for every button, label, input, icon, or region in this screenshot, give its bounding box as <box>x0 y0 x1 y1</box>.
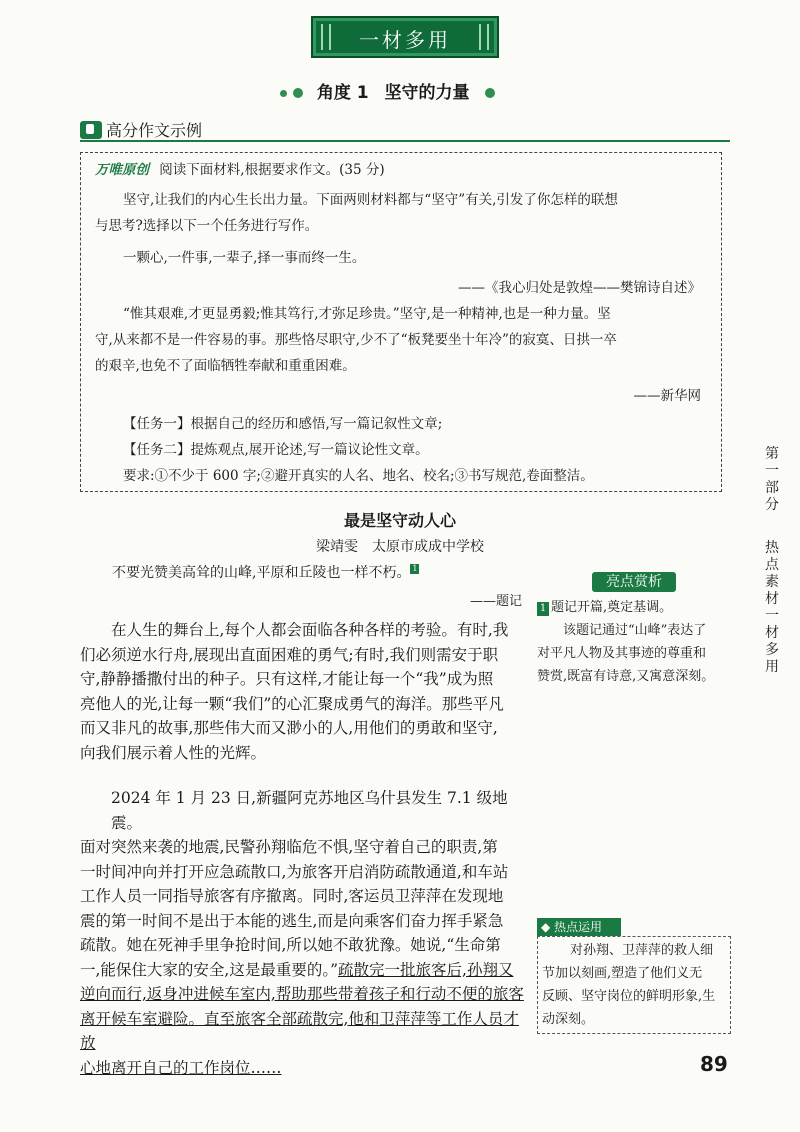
underlined-line: 逆向而行,返身冲进候车室内,帮助那些带着孩子和行动不便的旅客 <box>80 985 524 1003</box>
dot-icon <box>485 88 495 98</box>
paragraph-line: 而又非凡的故事,那些伟大而又渺小的人,用他们的勇敢和坚守, <box>80 719 498 737</box>
material-line: 守,从来都不是一件容易的事。那些恪尽职守,少不了“板凳要坐十年冷”的寂寞、日拱一卒 <box>95 332 617 348</box>
hot-topic-box <box>537 936 731 1034</box>
material-source-1: ——《我心归处是敦煌——樊锦诗自述》 <box>458 280 701 296</box>
underlined-text: 疏散完一批旅客后,孙翔又 <box>338 960 514 979</box>
paragraph-line: 向我们展示着人性的光辉。 <box>80 743 267 762</box>
edge-tab-part: 第一部分 <box>765 446 779 513</box>
hot-topic-label <box>537 918 621 936</box>
thumb-icon <box>80 121 102 139</box>
hot-line: 节加以刻画,塑造了他们义无 <box>542 966 703 981</box>
top-banner <box>311 16 499 58</box>
article-paragraph-1 <box>80 618 530 765</box>
note-title: 题记开篇,奠定基调。 <box>551 600 673 615</box>
angle-label: 角度 1 <box>316 83 369 103</box>
angle-title: 坚守的力量 <box>384 83 470 103</box>
article-title: 最是坚守动人心 <box>343 511 456 530</box>
epigraph-label: ——题记 <box>470 594 523 609</box>
paragraph-line: 在人生的舞台上,每个人都会面临各种各样的考验。有时,我 <box>111 621 509 639</box>
hot-topic-title: 热点运用 <box>554 920 603 934</box>
prompt-instruction-line <box>95 159 385 181</box>
epigraph <box>112 562 421 582</box>
material-line: “惟其艰难,才更显勇毅;惟其笃行,才弥足珍贵。”坚守,是一种精神,也是一种力量。坚 <box>123 306 611 322</box>
diamond-icon: ◆ <box>541 920 555 934</box>
task-one: 【任务一】根据自己的经历和感悟,写一篇记叙性文章; <box>123 416 443 432</box>
material-source-2: ——新华网 <box>633 388 701 404</box>
task-two: 【任务二】提炼观点,展开论述,写一篇议论性文章。 <box>123 442 429 458</box>
note-heading <box>537 596 737 619</box>
angle-heading <box>280 78 540 104</box>
paragraph-line: 们必须逆水行舟,展现出直面困难的勇气;有时,我们则需安于职 <box>80 645 499 664</box>
underlined-line: 离开候车室避险。直至旅客全部疏散完,他和卫萍萍等工作人员才放 <box>80 1009 519 1052</box>
material-line: 的艰辛,也免不了面临牺牲奉献和重重困难。 <box>95 358 356 374</box>
requirements: 要求:①不少于 600 字;②避开真实的人名、地名、校名;③书写规范,卷面整洁。 <box>123 468 594 484</box>
edge-tab-topic: 热点素材一材多用 <box>765 540 779 675</box>
hot-line: 动深刻。 <box>542 1012 595 1027</box>
section-title: 高分作文示例 <box>106 121 203 140</box>
highlight-note <box>537 596 737 688</box>
brand-label: 万唯原创 <box>95 162 149 178</box>
article-paragraph-2 <box>80 786 530 1080</box>
hot-line: 对孙翔、卫萍萍的救人细 <box>570 943 714 958</box>
note-marker: 1 <box>412 564 418 574</box>
highlight-title: 亮点赏析 <box>592 572 676 592</box>
paragraph-line: 亮他人的光,让每一颗“我们”的心汇聚成勇气的海洋。那些平凡 <box>80 694 504 713</box>
paragraph-line: 守,静静播撒付出的种子。只有这样,才能让每一个“我”成为照 <box>80 670 494 688</box>
prompt-line: 与思考?选择以下一个任务进行写作。 <box>95 218 319 234</box>
dot-icon <box>293 88 303 98</box>
article-author: 梁靖雯 太原市成成中学校 <box>316 539 484 555</box>
section-divider <box>80 140 730 142</box>
paragraph-line: 一时间冲向并打开应急疏散口,为旅客开启消防疏散通道,和车站 <box>80 862 509 881</box>
epigraph-text: 不要光赞美高耸的山峰,平原和丘陵也一样不朽。 <box>112 565 411 581</box>
note-number: 1 <box>537 602 549 616</box>
prompt-box <box>80 152 722 492</box>
paragraph-line: 疏散。她在死神手里争抢时间,所以她不敢犹豫。她说,“生命第 <box>80 936 501 954</box>
paragraph-line: 2024 年 1 月 23 日,新疆阿克苏地区乌什县发生 7.1 级地震。 <box>111 789 508 832</box>
banner-title: 一材多用 <box>359 28 451 52</box>
hot-line: 反顾、坚守岗位的鲜明形象,生 <box>542 989 716 1004</box>
page-number: 89 <box>700 1052 728 1076</box>
prompt-line: 坚守,让我们的内心生长出力量。下面两则材料都与“坚守”有关,引发了你怎样的联想 <box>123 192 618 208</box>
note-line: 赞赏,既富有诗意,又寓意深刻。 <box>537 669 715 684</box>
paragraph-line <box>80 958 530 983</box>
paragraph-line: 工作人员一同指导旅客有序撤离。同时,客运员卫萍萍在发现地 <box>80 887 504 905</box>
paragraph-line: 震的第一时间不是出于本能的逃生,而是向乘客们奋力挥手紧急 <box>80 911 504 930</box>
underlined-line: 心地离开自己的工作岗位…… <box>80 1058 282 1077</box>
material-quote-1: 一颗心,一件事,一辈子,择一事而终一生。 <box>123 250 366 266</box>
paragraph-text: 一,能保住大家的安全,这是最重要的。” <box>80 960 339 979</box>
prompt-instruction: 阅读下面材料,根据要求作文。(35 分) <box>159 162 385 178</box>
note-line: 该题记通过“山峰”表达了 <box>563 623 707 638</box>
note-line: 对平凡人物及其事迹的尊重和 <box>537 646 707 661</box>
dot-icon <box>280 90 287 97</box>
section-header <box>80 118 202 140</box>
paragraph-line: 面对突然来袭的地震,民警孙翔临危不惧,坚守着自己的职责,第 <box>80 838 498 856</box>
